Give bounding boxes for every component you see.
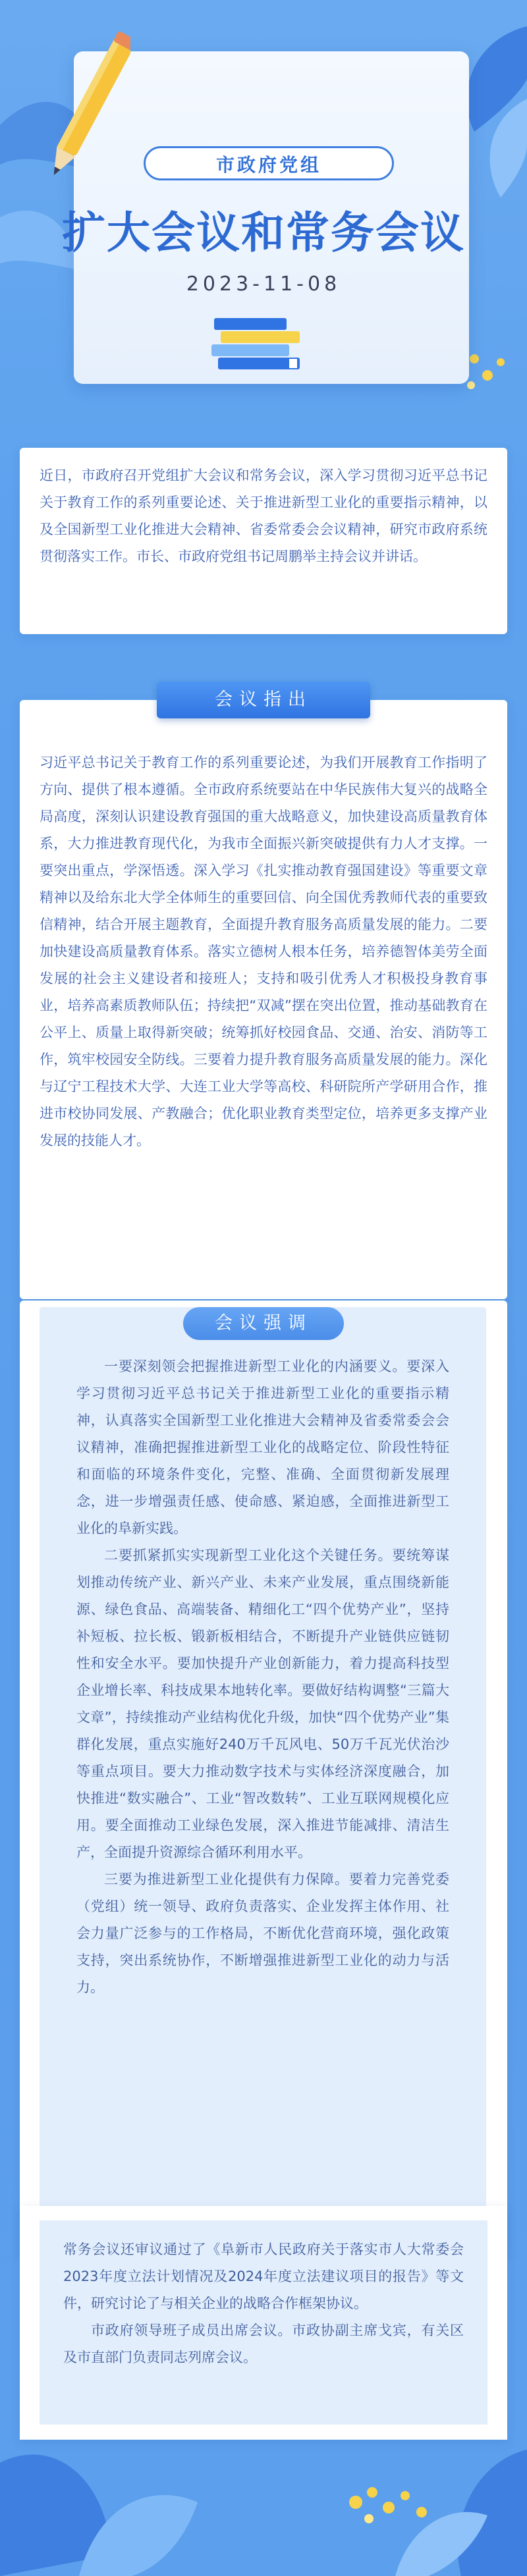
date-text: 2023-11-08 <box>186 273 341 296</box>
flower-icon <box>349 2487 427 2523</box>
department-label: 市政府党组 <box>144 146 394 180</box>
book-stack-icon <box>208 313 306 372</box>
section1-label: 会议指出 <box>157 682 370 718</box>
closing-para-1: 常务会议还审议通过了《阜新市人民政府关于落实市人大常委会2023年度立法计划情况及2024年度立法建议项目的报告》等文件，研究讨论了与相关企业的战略合作框架协议。 <box>63 2241 464 2311</box>
page-title: 扩大会议和常务会议 <box>62 207 465 258</box>
emphasis-panel <box>40 1307 486 2245</box>
closing-inner-panel <box>40 2220 487 2425</box>
pencil-icon <box>51 20 130 191</box>
emphasis-para-2: 二要抓紧抓实实现新型工业化这个关键任务。要统筹谋划推动传统产业、新兴产业、未来产业发展，重点围绕新能源、绿色食品、高端装备、精细化工“四个优势产业”，坚持补短板、拉长板、锻新板相结合，不断提升产业链供应链韧性和安全水平。要加快提升产业创新能力，着力提高科技型企业增长率、科技成果本地转化率。要做好结构调整“三篇大文章”，持续推动产业结构优化升级，加快“四个优势产业”集群化发展，重点实施好240万千瓦风电、50万千瓦光伏治沙等重点项目。要大力推动数字技术与实体经济深度融合，加快推进“数实融合”、工业“智改数转”、工业互联网规模化应用。要全面推动工业绿色发展，深入推进节能减排、清洁生产，全面提升资源综合循环利用水平。 <box>76 1547 449 1860</box>
section-card-meeting-points <box>20 700 507 1299</box>
emphasis-para-3: 三要为推进新型工业化提供有力保障。要着力完善党委（党组）统一领导、政府负责落实、企业发挥主体作用、社会力量广泛参与的工作格局，不断优化营商环境，强化政策支持，突出系统协作，不断增强推进新型工业化的动力与活力。 <box>76 1871 449 1995</box>
intro-text: 近日，市政府召开党组扩大会议和常务会议，深入学习贯彻习近平总书记关于教育工作的系列重要论述、关于推进新型工业化的重要指示精神，以及全国新型工业化推进大会精神、省委常委会会议精神，研究市政府系统贯彻落实工作。市长、市政府党组书记周鹏举主持会议并讲话。 <box>40 468 487 564</box>
section2-label: 会议强调 <box>183 1307 344 1340</box>
emphasis-para-1: 一要深刻领会把握推进新型工业化的内涵要义。要深入学习贯彻习近平总书记关于推进新型工业化的重要指示精神，认真落实全国新型工业化推进大会精神及省委常委会会议精神，准确把握推进新型工业化的战略定位、阶段性特征和面临的环境条件变化，完整、准确、全面贯彻新发展理念，进一步增强责任感、使命感、紧迫感，全面推进新型工业化的阜新实践。 <box>76 1358 449 1536</box>
closing-card <box>20 2206 507 2440</box>
intro-card <box>20 448 507 634</box>
closing-para-2: 市政府领导班子成员出席会议。市政协副主席戈宾，有关区及市直部门负责同志列席会议。 <box>63 2322 464 2365</box>
section1-text: 习近平总书记关于教育工作的系列重要论述，为我们开展教育工作指明了方向、提供了根本遵循。全市政府系统要站在中华民族伟大复兴的战略全局高度，深刻认识建设教育强国的重大战略意义，加快建设高质量教育体系，大力推进教育现代化，为我市全面振兴新突破提供有力人才支撑。一要突出重点，学深悟透。深入学习《扎实推动教育强国建设》等重要文章精神以及给东北大学全体师生的重要回信、向全国优秀教师代表的重要致信精神，结合开展主题教育，全面提升教育服务高质量发展的能力。二要加快建设高质量教育体系。落实立德树人根本任务，培养德智体美劳全面发展的社会主义建设者和接班人；支持和吸引优秀人才积极投身教育事业，培养高素质教师队伍；持续把“双减”摆在突出位置，推动基础教育在公平上、质量上取得新突破；统筹抓好校园食品、交通、治安、消防等工作，筑牢校园安全防线。三要着力提升教育服务高质量发展的能力。深化与辽宁工程技术大学、大连工业大学等高校、科研院所产学研用合作，推进市校协同发展、产教融合；优化职业教育类型定位，培养更多支撑产业发展的技能人才。 <box>40 755 487 1148</box>
